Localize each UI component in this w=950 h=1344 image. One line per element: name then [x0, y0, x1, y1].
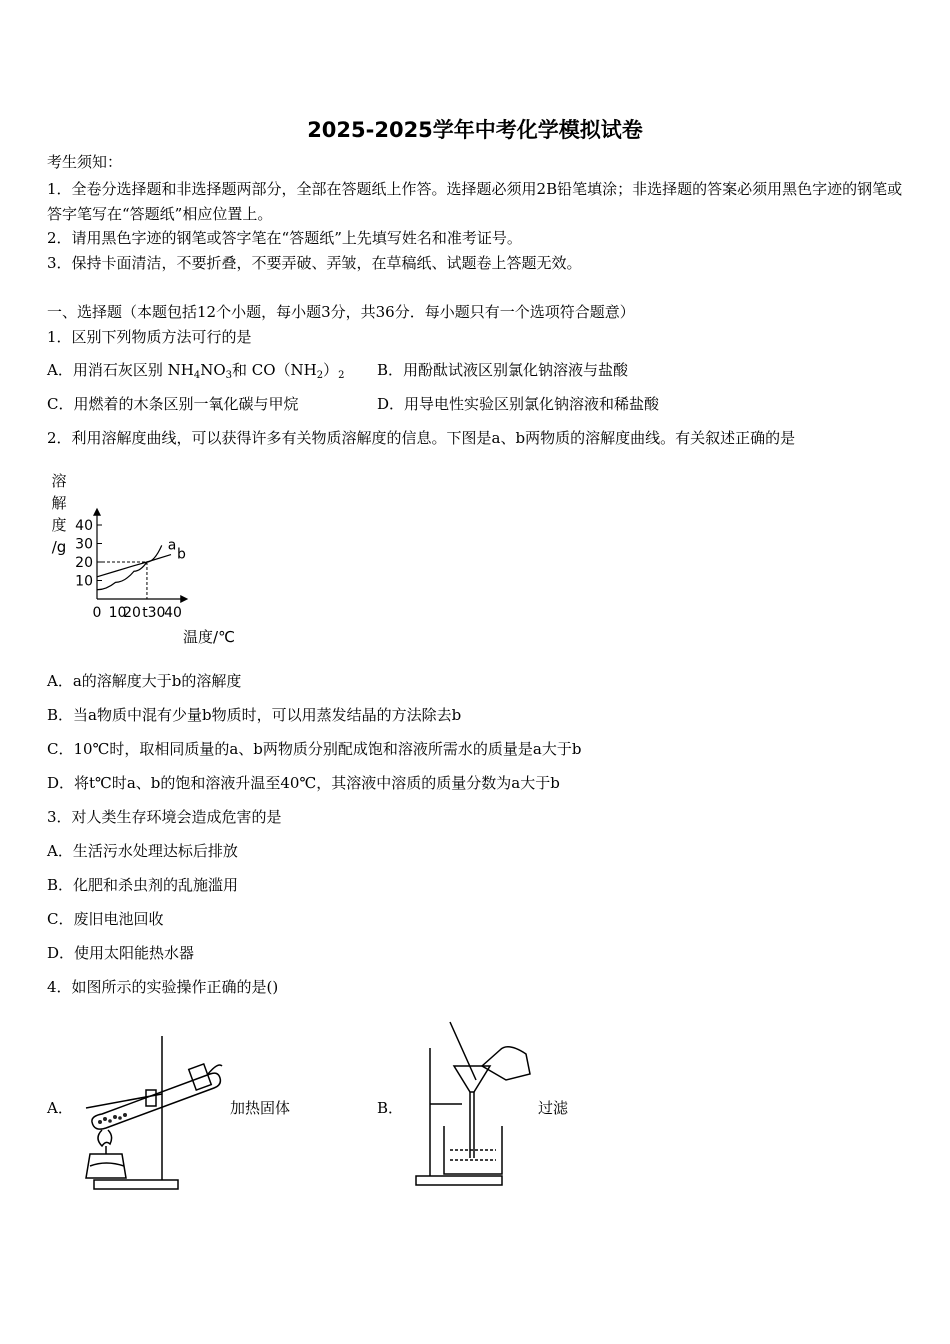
x-tick-label: t — [142, 605, 148, 621]
question-stem: 2．利用溶解度曲线，可以获得许多有关物质溶解度的信息。下图是a、b两物质的溶解度曲线。有关叙述正确的是 — [47, 429, 796, 447]
heating-solid-apparatus-diagram — [80, 1030, 230, 1195]
option-a: A．a的溶解度大于b的溶解度 — [47, 672, 242, 690]
filtration-apparatus-diagram — [410, 1018, 540, 1190]
option-a-label: A． — [47, 1099, 73, 1117]
series-label-a: a — [167, 537, 177, 554]
series-label-b: b — [177, 546, 186, 563]
x-tick-label: 0 — [92, 605, 102, 621]
x-tick-label: 20 — [123, 605, 141, 621]
option-b: B．化肥和杀虫剂的乱施滥用 — [47, 876, 239, 894]
y-axis-label: 溶 — [51, 472, 67, 490]
y-axis-label: 度 — [51, 516, 67, 534]
x-tick-label: 10 — [108, 605, 127, 621]
y-axis-label: 解 — [51, 494, 67, 512]
option-b-caption: 过滤 — [538, 1099, 569, 1117]
x-axis-label: 温度/℃ — [183, 628, 235, 646]
y-axis-arrow — [93, 508, 101, 516]
notice-item: 2．请用黑色字迹的钢笔或答字笔在“答题纸”上先填写姓名和准考证号。 — [47, 229, 522, 247]
notice-item: 1．全卷分选择题和非选择题两部分，全部在答题纸上作答。选择题必须用2B铅笔填涂；非选择题的答案必须用黑色字迹的钢笔或答字笔写在“答题纸”相应位置上。 — [47, 180, 903, 223]
y-axis-label: /g — [51, 538, 67, 556]
option-d: D．将t℃时a、b的饱和溶液升温至40℃，其溶液中溶质的质量分数为a大于b — [47, 774, 560, 792]
notice-item: 3．保持卡面清洁，不要折叠，不要弄破、弄皱，在草稿纸、试题卷上答题无效。 — [47, 254, 582, 272]
option-a: A．用消石灰区别 $NH_4NO_3$和 $CO(NH_2)_2$ — [47, 361, 345, 381]
option-a: A．生活污水处理达标后排放 — [47, 842, 238, 860]
option-b: B．用酚酞试液区别氯化钠溶液与盐酸 — [377, 361, 629, 379]
y-tick-label: 20 — [75, 555, 93, 571]
option-d: D．用导电性实验区别氯化钠溶液和稀盐酸 — [377, 395, 660, 413]
solubility-chart — [45, 466, 255, 651]
option-c: C．废旧电池回收 — [47, 910, 164, 928]
question-stem: 3．对人类生存环境会造成危害的是 — [47, 808, 282, 826]
x-axis-arrow — [180, 595, 188, 603]
option-b: B．当a物质中混有少量b物质时，可以用蒸发结晶的方法除去b — [47, 706, 462, 724]
page-title: 2025-2025学年中考化学模拟试卷 — [307, 118, 643, 142]
section-heading: 一、选择题（本题包括12个小题，每小题3分，共36分．每小题只有一个选项符合题意） — [47, 303, 635, 321]
x-tick-label: 40 — [164, 605, 182, 621]
y-tick-label: 10 — [75, 573, 93, 590]
option-b-label: B． — [377, 1099, 404, 1117]
question-stem: 1．区别下列物质方法可行的是 — [47, 328, 252, 346]
option-d: D．使用太阳能热水器 — [47, 944, 195, 962]
question-stem: 4．如图所示的实验操作正确的是() — [47, 978, 279, 996]
y-tick-label: 40 — [75, 518, 93, 534]
series-line-b — [97, 555, 171, 577]
x-tick-label: 30 — [147, 605, 166, 621]
notice-heading: 考生须知： — [47, 153, 123, 171]
option-c: C．10℃时，取相同质量的a、b两物质分别配成饱和溶液所需水的质量是a大于b — [47, 740, 582, 758]
option-c: C．用燃着的木条区别一氧化碳与甲烷 — [47, 395, 299, 413]
y-tick-label: 30 — [75, 536, 93, 553]
option-a-caption: 加热固体 — [230, 1099, 291, 1117]
